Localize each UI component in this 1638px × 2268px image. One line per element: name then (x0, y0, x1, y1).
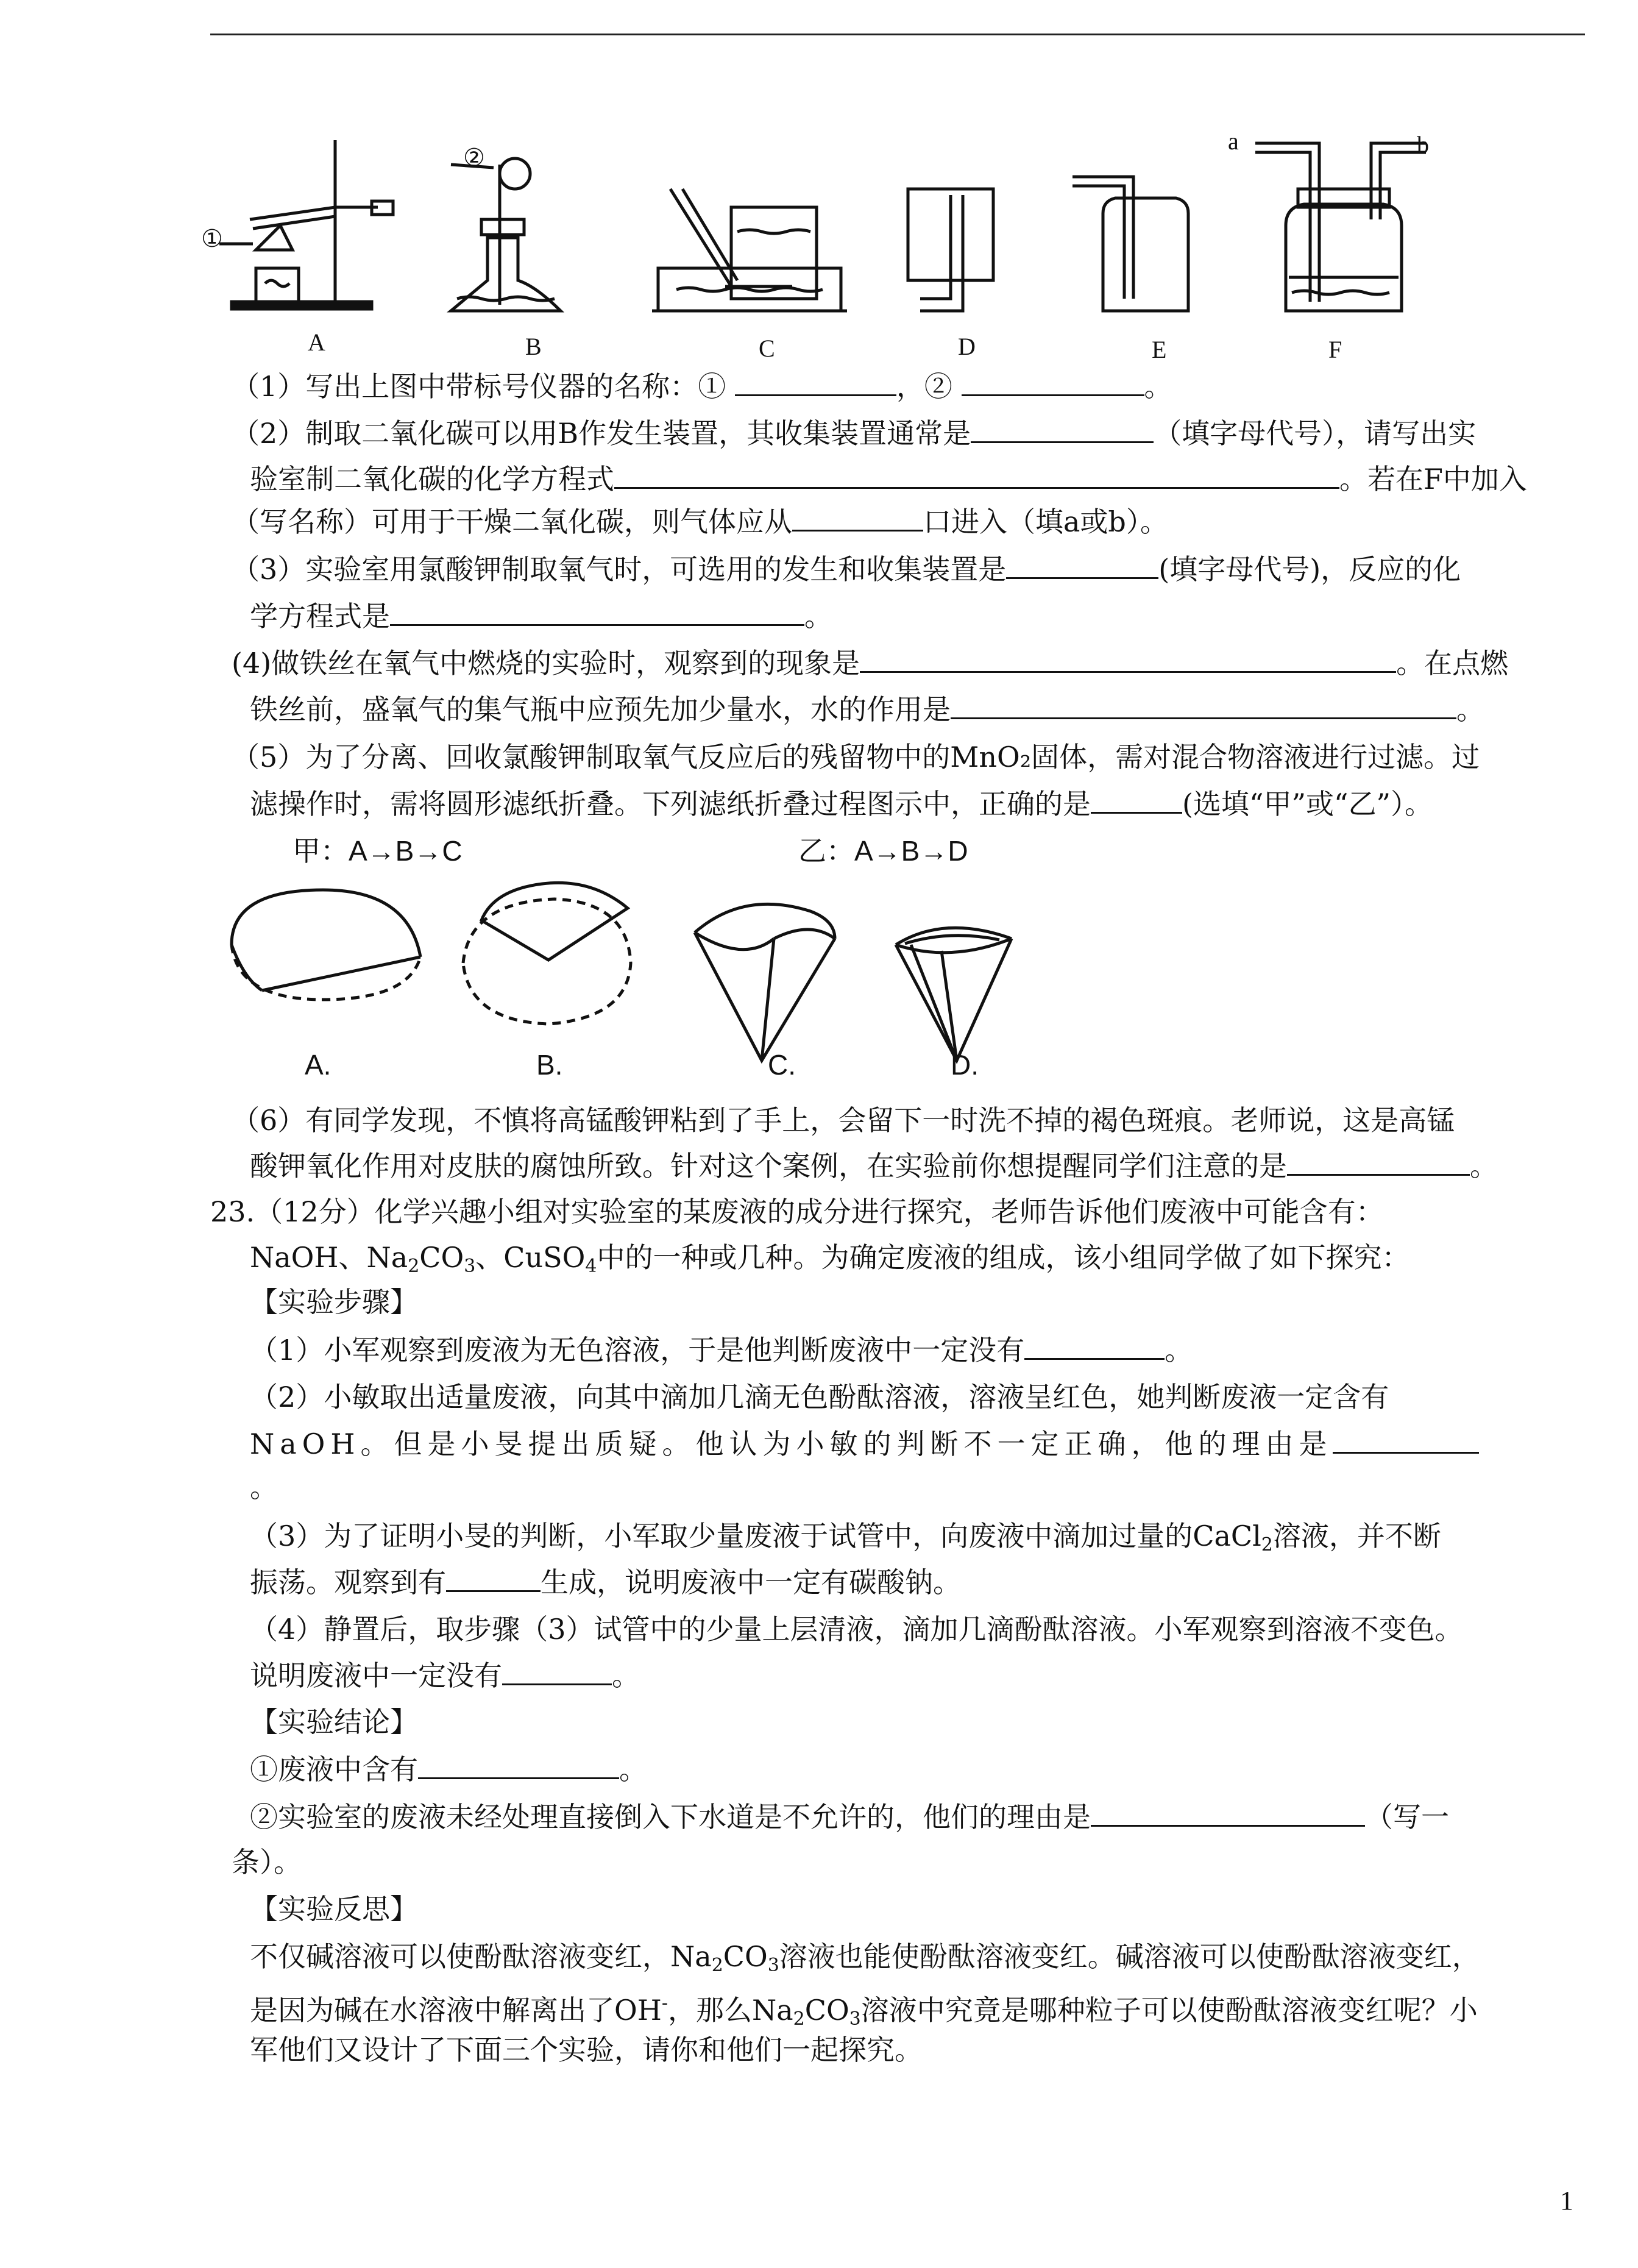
q3-line-2: 学方程式是 。 (250, 597, 832, 635)
apparatus-label-e: E (1152, 336, 1167, 363)
fold-label-c: C. (768, 1049, 796, 1081)
fold-label-a: A. (305, 1049, 332, 1081)
reflection-line-3: 军他们又设计了下面三个实验，请你和他们一起探究。 (250, 2033, 923, 2066)
apparatus-label-d: D (958, 333, 976, 360)
conclusion-1-line: ①废液中含有 。 (250, 1751, 647, 1788)
sequence-jia: 甲：A→B→C (292, 835, 463, 867)
q4-line-1: (4)做铁丝在氧气中燃烧的实验时，观察到的现象是 。在点燃 (232, 644, 1508, 681)
q2-blank-equation[interactable] (614, 460, 1339, 489)
q23-line-2: NaOH、$Na_2CO_3$、CuSO$_4$中的一种或几种。为确定废液的组成，该小组同学做了如下探究： (250, 1241, 1410, 1277)
step4-blank[interactable] (502, 1657, 612, 1685)
q3-blank-equation[interactable] (390, 597, 804, 626)
mark-a: a (1228, 127, 1239, 155)
q1-line: （1）写出上图中带标号仪器的名称：① ，② 。 (232, 368, 1172, 405)
reflection-line-2: 是因为碱在水溶液中解离出了OH-，那么$Na_2CO_3$溶液中究竟是哪种粒子可以使酚酞溶液变红呢？小 (250, 1992, 1478, 2030)
fold-label-d: D. (951, 1049, 979, 1081)
sequence-yi: 乙：A→B→D (798, 835, 968, 867)
step1-blank[interactable] (1024, 1331, 1165, 1360)
apparatus-label-a: A (308, 329, 325, 356)
step3-line-2: 振荡。观察到有 生成，说明废液中一定有碳酸钠。 (250, 1563, 961, 1601)
step4-line-1: （4）静置后，取步骤（3）试管中的少量上层清液，滴加几滴酚酞溶液。小军观察到溶液不变色。 (250, 1613, 1463, 1646)
q4-blank-phenomenon[interactable] (860, 644, 1396, 673)
q5-line-1: （5）为了分离、回收氯酸钾制取氧气反应后的残留物中的MnO₂固体，需对混合物溶液进行过滤。过 (232, 741, 1480, 773)
q2-line-3: （写名称）可用于干燥二氧化碳，则气体应从 口进入（填a或b）。 (232, 503, 1168, 540)
step2-line-3: 。 (250, 1471, 278, 1504)
q6-line-2: 酸钾氧化作用对皮肤的腐蚀所致。针对这个案例，在实验前你想提醒同学们注意的是 。 (250, 1147, 1498, 1184)
q2-blank-inlet[interactable] (792, 503, 923, 531)
q5-blank-choice[interactable] (1091, 785, 1182, 814)
conclusion-heading: 【实验结论】 (250, 1705, 418, 1738)
q4-line-2: 铁丝前，盛氧气的集气瓶中应预先加少量水，水的作用是 。 (250, 691, 1484, 728)
steps-heading: 【实验步骤】 (250, 1285, 418, 1318)
q23-line-1: 23.（12分）化学兴趣小组对实验室的某废液的成分进行探究，老师告诉他们废液中可能含有： (210, 1195, 1384, 1228)
apparatus-figure (195, 128, 1475, 372)
reflection-heading: 【实验反思】 (250, 1893, 418, 1925)
step2-line-1: （2）小敏取出适量废液，向其中滴加几滴无色酚酞溶液，溶液呈红色，她判断废液一定含有 (250, 1381, 1389, 1413)
conclusion-2-line: ②实验室的废液未经处理直接倒入下水道是不允许的，他们的理由是 （写一 (250, 1798, 1449, 1835)
step2-blank-reason[interactable] (1333, 1425, 1479, 1454)
step1-line: （1）小军观察到废液为无色溶液，于是他判断废液中一定没有 。 (250, 1331, 1193, 1368)
mark-circled-2: ② (463, 144, 485, 171)
q2-line-2: 验室制二氧化碳的化学方程式 。若在F中加入 (250, 460, 1527, 497)
step2-line-2: NaOH。但是小旻提出质疑。他认为小敏的判断不一定正确，他的理由是 (250, 1425, 1479, 1462)
step3-blank-precipitate[interactable] (446, 1563, 541, 1592)
mark-circled-1: ① (201, 225, 223, 252)
q6-line-1: （6）有同学发现，不慎将高锰酸钾粘到了手上，会留下一时洗不掉的褐色斑痕。老师说，这是高锰 (232, 1104, 1455, 1137)
q2-blank-collect[interactable] (971, 414, 1154, 443)
reflection-line-1: 不仅碱溶液可以使酚酞溶液变红，$Na_2CO_3$溶液也能使酚酞溶液变红。碱溶液可以使酚酞溶液变红， (250, 1940, 1480, 1976)
mark-b: b (1417, 131, 1429, 158)
conclusion-2-blank[interactable] (1091, 1798, 1365, 1827)
apparatus-label-b: B (525, 333, 542, 360)
q2-line-1: （2）制取二氧化碳可以用B作发生装置，其收集装置通常是 （填字母代号），请写出实 (232, 414, 1476, 452)
q3-blank-apparatus[interactable] (1006, 550, 1158, 579)
conclusion-2-line-2: 条）。 (232, 1846, 302, 1879)
step3-line-1: （3）为了证明小旻的判断，小军取少量废液于试管中，向废液中滴加过量的CaCl$_2$溶液，并不断 (250, 1520, 1441, 1555)
apparatus-label-c: C (759, 335, 775, 362)
header-rule (210, 34, 1585, 35)
step4-line-2: 说明废液中一定没有 。 (250, 1657, 640, 1694)
apparatus-label-f: F (1328, 336, 1342, 363)
q5-line-2: 滤操作时，需将圆形滤纸折叠。下列滤纸折叠过程图示中，正确的是 (选填“甲”或“乙”）。 (250, 785, 1433, 822)
q1-blank-1[interactable] (735, 368, 896, 396)
q1-blank-2[interactable] (962, 368, 1144, 396)
conclusion-1-blank[interactable] (418, 1751, 619, 1779)
fold-label-b: B. (536, 1049, 563, 1081)
page-number: 1 (1560, 2186, 1573, 2216)
q6-blank-caution[interactable] (1287, 1147, 1470, 1176)
q3-line-1: （3）实验室用氯酸钾制取氧气时，可选用的发生和收集装置是 (填字母代号)，反应的化 (232, 550, 1461, 588)
q4-blank-water-role[interactable] (951, 691, 1456, 719)
